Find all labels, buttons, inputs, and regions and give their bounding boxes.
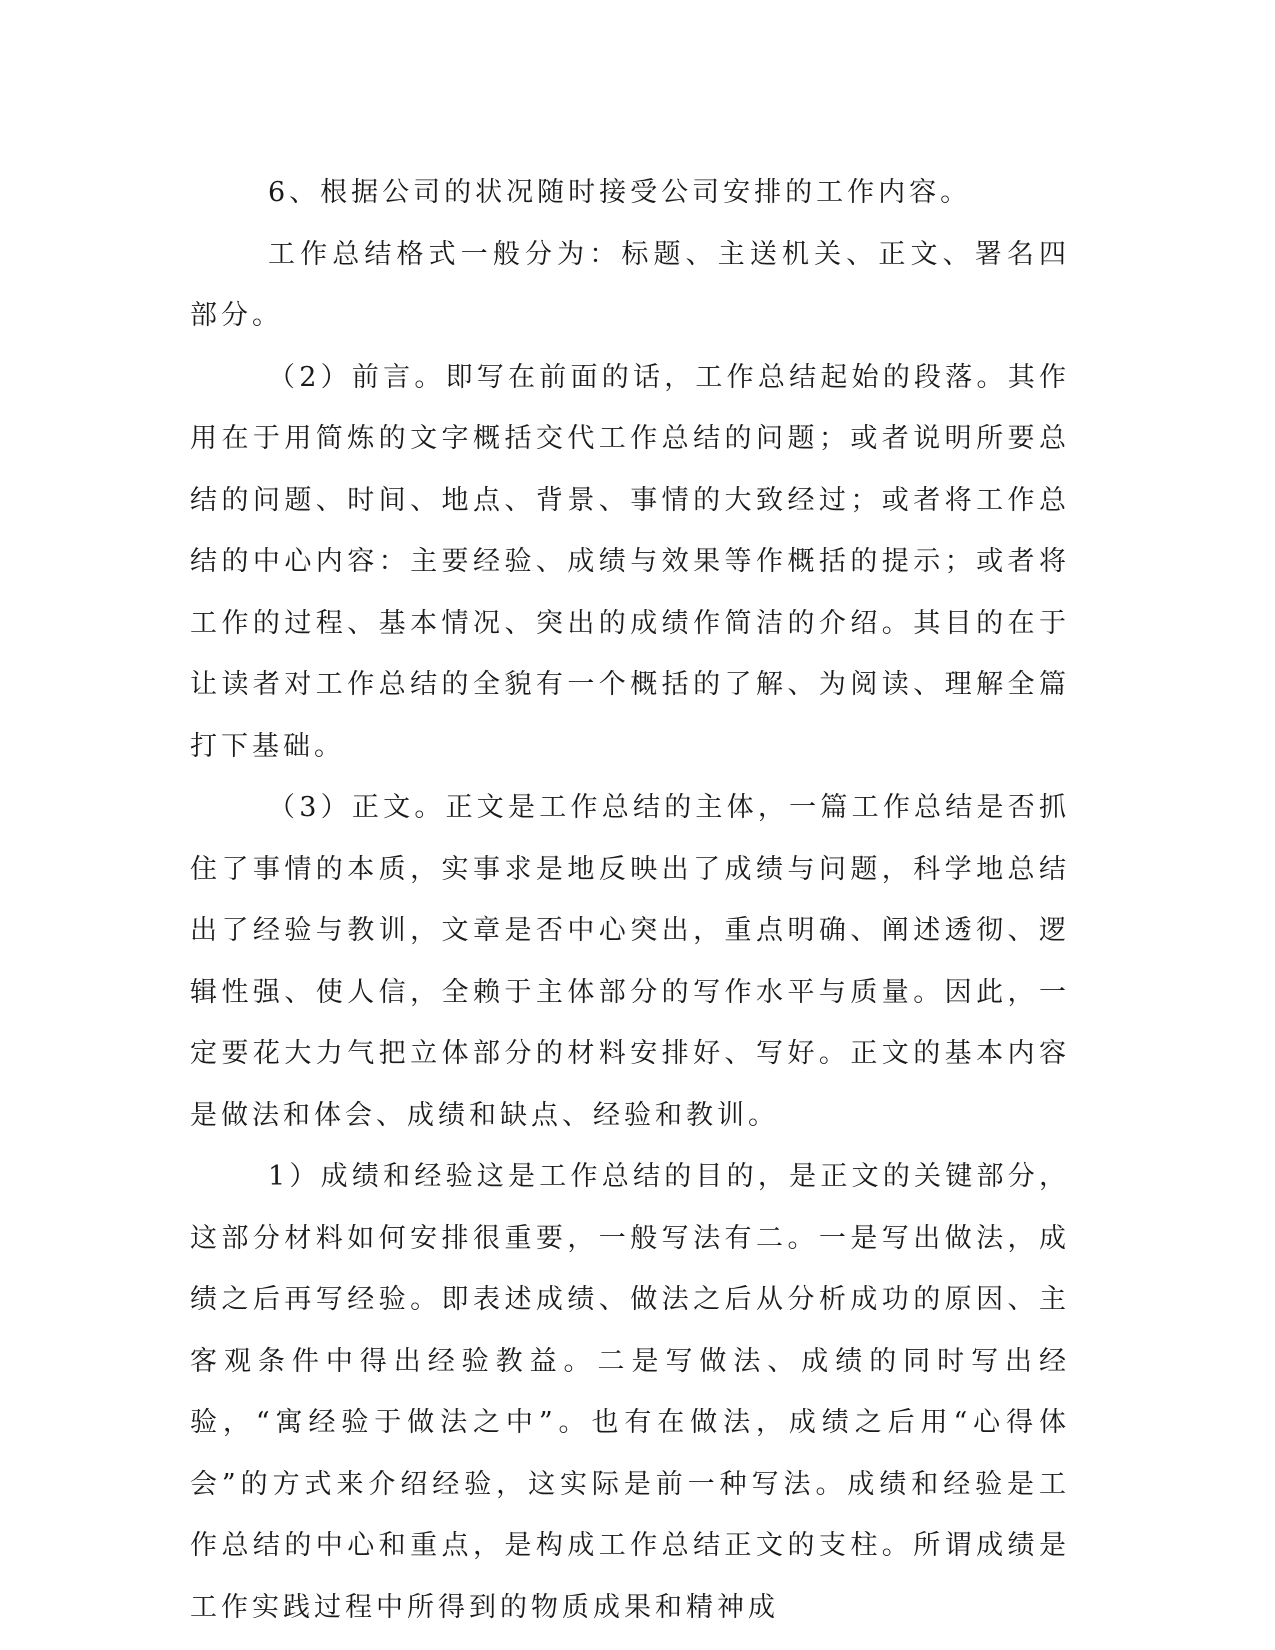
paragraph-format-summary: 工作总结格式一般分为：标题、主送机关、正文、署名四部分。 [190, 238, 1070, 331]
document-body [190, 162, 1070, 1638]
paragraph-preface: （2）前言。即写在前面的话，工作总结起始的段落。其作用在于用简炼的文字概括交代工作总结的问题；或者说明所要总结的问题、时间、地点、背景、事情的大致经过；或者将工作总结的中心内容：主要经验、成绩与效果等作概括的提示；或者将工作的过程、基本情况、突出的成绩作简洁的介绍。其目的在于让读者对工作总结的全貌有一个概括的了解、为阅读、理解全篇打下基础。 [190, 361, 1070, 762]
paragraph-achievements: 1）成绩和经验这是工作总结的目的，是正文的关键部分，这部分材料如何安排很重要，一般写法有二。一是写出做法，成绩之后再写经验。即表述成绩、做法之后从分析成功的原因、主客观条件中得出经验教益。二是写做法、成绩的同时写出经验，“寓经验于做法之中”。也有在做法，成绩之后用“心得体会”的方式来介绍经验，这实际是前一种写法。成绩和经验是工作总结的中心和重点，是构成工作总结正文的支柱。所谓成绩是工作实践过程中所得到的物质成果和精神成 [190, 1161, 1070, 1623]
paragraph-item-6: 6、根据公司的状况随时接受公司安排的工作内容。 [268, 177, 972, 208]
paragraph-main-body: （3）正文。正文是工作总结的主体，一篇工作总结是否抓住了事情的本质，实事求是地反映出了成绩与问题，科学地总结出了经验与教训，文章是否中心突出，重点明确、阐述透彻、逻辑性强、使人信，全赖于主体部分的写作水平与质量。因此，一定要花大力气把立体部分的材料安排好、写好。正文的基本内容是做法和体会、成绩和缺点、经验和教训。 [190, 792, 1070, 1131]
